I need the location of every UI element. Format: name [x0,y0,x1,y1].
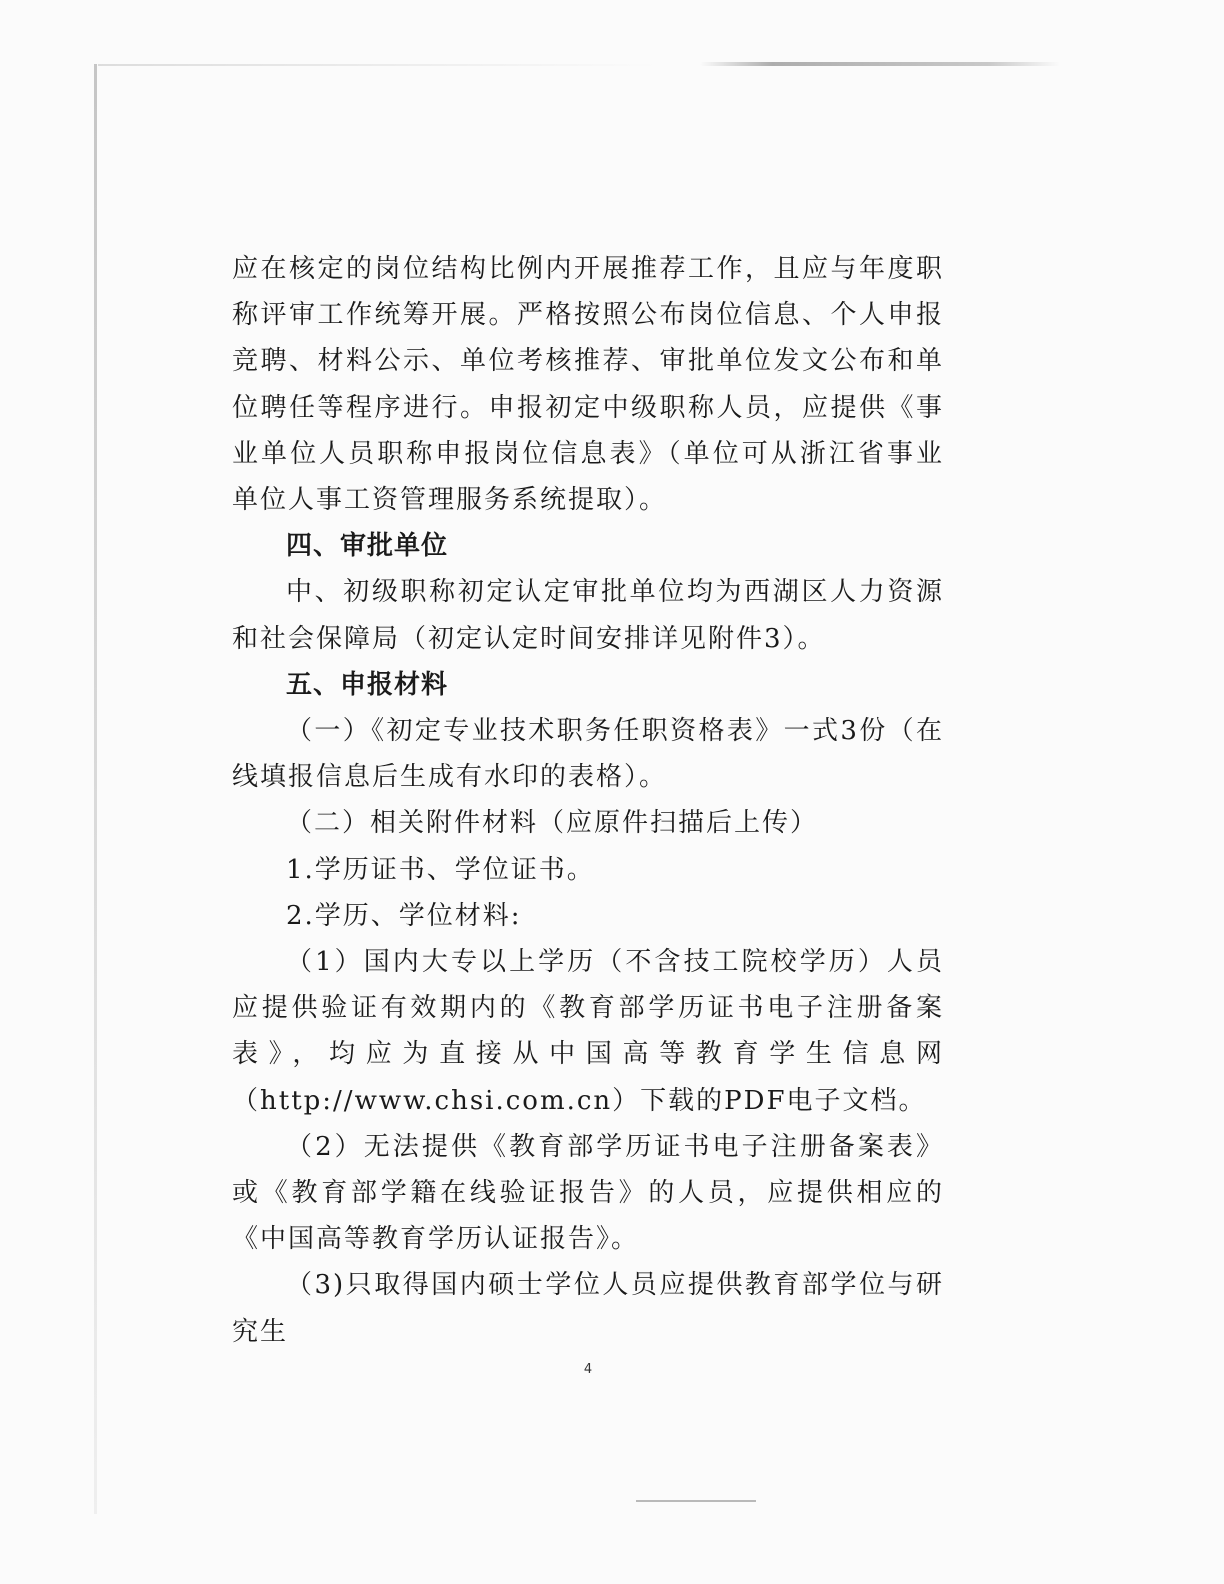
list-item-education-materials: 2.学历、学位材料: [286,900,522,931]
document-body [232,246,944,1355]
paragraph-education-record: （1）国内大专以上学历（不含技工院校学历）人员应提供验证有效期内的《教育部学历证书电子注册备案表》，均应为直接从中国高等教育学生信息网（http://www.chsi.com.cn）下载的PDF电子文档。 [232,947,944,1116]
scan-bottom-mark [636,1500,756,1502]
paragraph-approval-unit: 中、初级职称初定认定审批单位均为西湖区人力资源和社会保障局（初定认定时间安排详见附件3）。 [232,577,944,654]
scan-top-smudge [700,62,1060,66]
paragraph-qualification-form: （一）《初定专业技术职务任职资格表》一式3份（在线填报信息后生成有水印的表格）。 [232,716,944,793]
list-item-certificates: 1.学历证书、学位证书。 [286,854,595,885]
page-number: 4 [583,1362,593,1377]
paragraph-attachments: （二）相关附件材料（应原件扫描后上传） [286,808,819,839]
section-heading-application-materials: 五、申报材料 [286,669,449,700]
paragraph-hire-procedure: 应在核定的岗位结构比例内开展推荐工作，且应与年度职称评审工作统筹开展。严格按照公布岗位信息、个人申报竞聘、材料公示、单位考核推荐、审批单位发文公布和单位聘任等程序进行。申报初定中级职称人员，应提供《事业单位人员职称申报岗位信息表》（单位可从浙江省事业单位人事工资管理服务系统提取）。 [232,254,944,516]
paragraph-education-certification: （2）无法提供《教育部学历证书电子注册备案表》或《教育部学籍在线验证报告》的人员，应提供相应的《中国高等教育学历认证报告》。 [232,1131,944,1255]
section-heading-approval-unit: 四、审批单位 [286,531,449,562]
scan-left-edge-shadow [94,64,97,1514]
paragraph-masters-degree: （3)只取得国内硕士学位人员应提供教育部学位与研究生 [232,1270,944,1347]
scan-top-edge [98,64,658,66]
